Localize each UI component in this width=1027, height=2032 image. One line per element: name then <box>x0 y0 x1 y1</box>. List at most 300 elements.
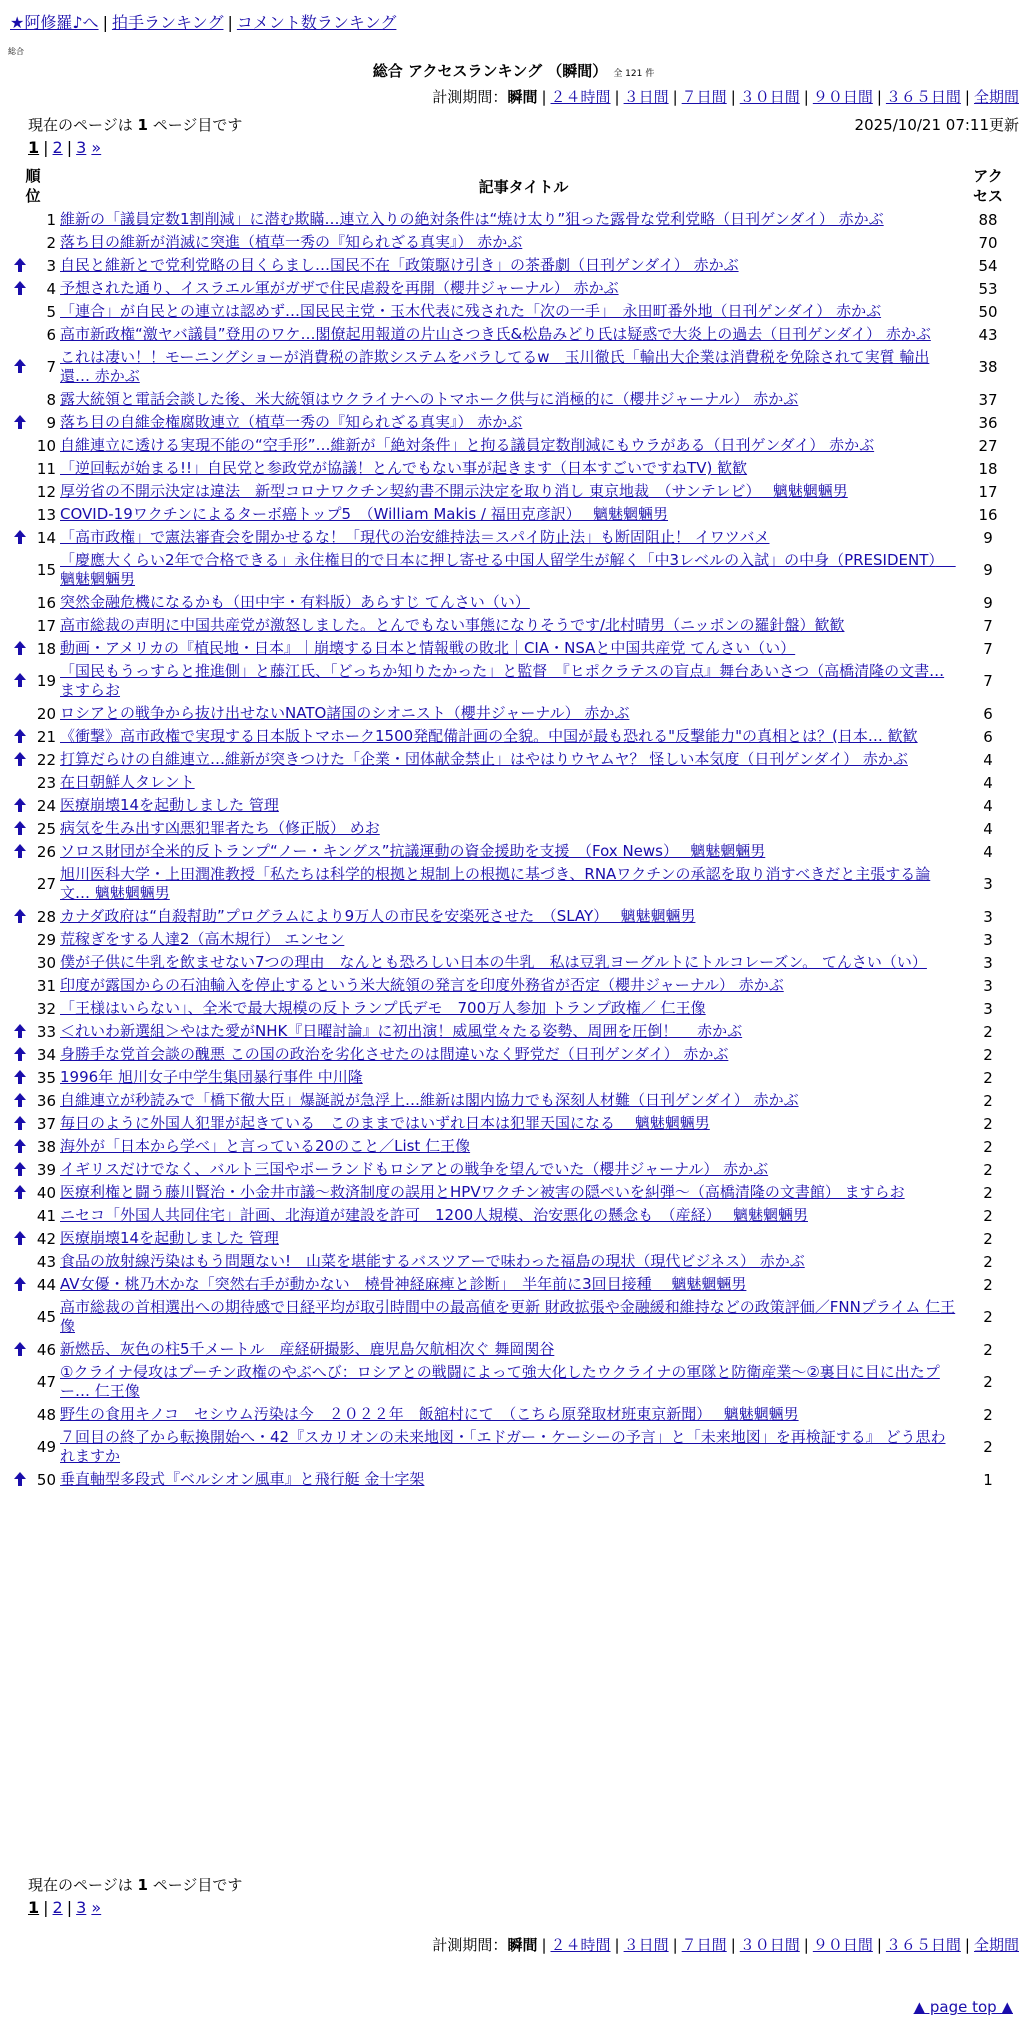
period-link-2[interactable]: ７日間 <box>681 88 727 106</box>
rank-number: 45 <box>36 1308 56 1326</box>
article-link[interactable]: 身勝手な党首会談の醜悪 この国の政治を劣化させたのは間違いなく野党だ（日刊ゲンダイ） 赤かぶ <box>60 1045 729 1063</box>
rank-number: 28 <box>36 907 56 926</box>
rank-number: 30 <box>36 953 56 972</box>
article-link[interactable]: 「慶應大くらい2年で合格できる」永住権目的で日本に押し寄せる中国人留学生が解く「中3レベルの入試」の中身（PRESIDENT） 魑魅魍魎男 <box>60 551 956 588</box>
trend-cell <box>8 1112 32 1135</box>
article-link[interactable]: 動画・アメリカの『植民地・日本』｜崩壊する日本と情報戦の敗北｜CIA・NSAと中国共産党 てんさい（い） <box>60 639 796 657</box>
period-link-4[interactable]: ９０日間 <box>812 88 873 106</box>
page-link-3[interactable]: 3 <box>76 138 87 157</box>
trend-cell <box>8 480 32 503</box>
up-arrow-icon <box>14 1116 26 1123</box>
period-link-1[interactable]: ３日間 <box>623 88 669 106</box>
table-row <box>8 1020 1015 1043</box>
article-link[interactable]: AV女優・桃乃木かな「突然右手が動かない 橈骨神経麻痺と診断」 半年前に3回目接種 魑魅魍魎男 <box>60 1275 747 1293</box>
separator: | <box>803 88 809 106</box>
rank-number: 44 <box>36 1275 56 1294</box>
article-link[interactable]: ロシアとの戦争から抜け出せないNATO諸国のシオニスト（櫻井ジャーナル） 赤かぶ <box>60 704 630 722</box>
article-link[interactable]: 打算だらけの自維連立…維新が突きつけた「企業・団体献金禁止」はやはりウヤムヤ？ 怪しい本気度（日刊ゲンダイ） 赤かぶ <box>60 750 908 768</box>
title-cell <box>58 997 961 1020</box>
article-link[interactable]: 高市総裁の声明に中国共産党が激怒しました。とんでもない事態になりそうです/北村晴男（ニッポンの羅針盤）歓歓 <box>60 616 845 634</box>
separator: | <box>964 88 970 106</box>
trend-cell <box>8 300 32 323</box>
table-row <box>8 480 1015 503</box>
article-link[interactable]: これは凄い！！モーニングショーが消費税の詐欺システムをバラしてるw 玉川徹氏「輸出大企業は消費税を免除されて実質 輸出還… 赤かぶ <box>60 348 930 385</box>
trend-cell <box>8 549 32 591</box>
trend-cell <box>8 411 32 434</box>
table-row <box>8 997 1015 1020</box>
up-arrow-icon <box>14 1231 26 1238</box>
trend-cell <box>8 1426 32 1468</box>
ranking-table <box>8 164 1015 1491</box>
access-count: 7 <box>983 616 993 635</box>
article-link[interactable]: 食品の放射線汚染はもう問題ない! 山菜を堪能するバスツアーで味わった福島の現状（現代ビジネス） 赤かぶ <box>60 1252 805 1270</box>
title-cell <box>58 1468 961 1491</box>
access-count: 53 <box>978 279 998 298</box>
access-count: 2 <box>983 1206 993 1225</box>
current-page-text: 現在のページは 1 ページ目です <box>28 116 243 134</box>
article-link[interactable]: ソロス財団が全米的反トランプ“ノー・キングス”抗議運動の資金援助を支援 （Fox News） 魑魅魍魎男 <box>60 842 766 860</box>
article-link[interactable]: 「高市政権」で憲法審査会を開かせるな！「現代の治安維持法＝スパイ防止法」も断固阻止！ イワツバメ <box>60 528 770 546</box>
up-arrow-icon <box>14 844 26 851</box>
title-cell <box>58 1338 961 1361</box>
trend-cell <box>8 1204 32 1227</box>
access-count: 2 <box>983 1183 993 1202</box>
access-count: 1 <box>983 1470 993 1489</box>
rank-number: 38 <box>36 1137 56 1156</box>
rank-number: 8 <box>46 390 56 409</box>
table-row <box>8 503 1015 526</box>
separator: | <box>672 1936 678 1954</box>
access-count: 3 <box>983 907 993 926</box>
access-count: 3 <box>983 953 993 972</box>
title-cell <box>58 346 961 388</box>
article-link[interactable]: 落ち目の維新が消滅に突進（植草一秀の『知られざる真実』） 赤かぶ <box>60 233 523 251</box>
table-row <box>8 1089 1015 1112</box>
access-count: 2 <box>983 1091 993 1110</box>
title-cell <box>58 1227 961 1250</box>
table-row <box>8 1426 1015 1468</box>
table-row <box>8 208 1015 231</box>
rank-number: 14 <box>36 528 56 547</box>
trend-cell <box>8 702 32 725</box>
article-link[interactable]: COVID-19ワクチンによるターボ癌トップ5 （William Makis / 福田克彦訳） 魑魅魍魎男 <box>60 505 669 523</box>
access-count: 2 <box>983 1068 993 1087</box>
period-link-3[interactable]: ３０日間 <box>739 1936 800 1954</box>
rank-number: 33 <box>36 1022 56 1041</box>
rank-number: 47 <box>36 1373 56 1391</box>
header-rank: 順 位 <box>25 167 41 205</box>
rank-number: 24 <box>36 796 56 815</box>
access-count: 6 <box>983 727 993 746</box>
page-next-link[interactable]: » <box>91 1898 102 1917</box>
table-row <box>8 905 1015 928</box>
title-cell <box>58 457 961 480</box>
trend-cell <box>8 1158 32 1181</box>
up-arrow-icon <box>14 752 26 759</box>
trend-cell <box>8 1089 32 1112</box>
article-link[interactable]: ニセコ「外国人共同住宅」計画、北海道が建設を許可 1200人規模、治安悪化の懸念も （産経） 魑魅魍魎男 <box>60 1206 808 1224</box>
table-row <box>8 1204 1015 1227</box>
table-row <box>8 591 1015 614</box>
pagination-bottom <box>28 1898 101 1917</box>
article-link[interactable]: 垂直軸型多段式『ベルシオン風車』と飛行艇 金十字架 <box>60 1470 425 1488</box>
rank-number: 9 <box>46 413 56 432</box>
rank-number: 17 <box>36 616 56 635</box>
page-top-link[interactable]: ▲ page top ▲ <box>913 1998 1013 2016</box>
rank-number: 36 <box>36 1091 56 1110</box>
trend-cell <box>8 526 32 549</box>
clap-ranking-link[interactable]: 拍手ランキング <box>111 13 224 32</box>
rank-number: 7 <box>46 358 56 376</box>
title-cell <box>58 928 961 951</box>
separator: | <box>876 88 882 106</box>
rank-number: 48 <box>36 1405 56 1424</box>
access-count: 54 <box>978 256 998 275</box>
article-link[interactable]: 落ち目の自維金権腐敗連立（植草一秀の『知られざる真実』） 赤かぶ <box>60 413 523 431</box>
table-row <box>8 928 1015 951</box>
access-count: 2 <box>983 1045 993 1064</box>
total-count: 全 121 件 <box>613 69 655 79</box>
title-cell <box>58 1043 961 1066</box>
up-arrow-icon <box>14 281 26 288</box>
article-link[interactable]: イギリスだけでなく、バルト三国やポーランドもロシアとの戦争を望んでいた（櫻井ジャーナル） 赤かぶ <box>60 1160 769 1178</box>
up-arrow-icon <box>14 258 26 265</box>
page-link-2[interactable]: 2 <box>52 1898 63 1917</box>
access-count: 70 <box>978 233 998 252</box>
rank-number: 46 <box>36 1340 56 1359</box>
table-row <box>8 254 1015 277</box>
table-header-row <box>8 164 1015 208</box>
title-cell <box>58 1403 961 1426</box>
title-cell <box>58 1158 961 1181</box>
table-row <box>8 1273 1015 1296</box>
table-row <box>8 1158 1015 1181</box>
trend-cell <box>8 725 32 748</box>
trend-cell <box>8 1020 32 1043</box>
table-row <box>8 1227 1015 1250</box>
trend-cell <box>8 277 32 300</box>
table-row <box>8 388 1015 411</box>
separator: | <box>730 1936 736 1954</box>
period-selector <box>432 86 1019 107</box>
access-count: 17 <box>978 482 998 501</box>
table-row <box>8 346 1015 388</box>
trend-cell <box>8 1403 32 1426</box>
table-row <box>8 457 1015 480</box>
pagination <box>28 138 101 157</box>
period-current: 瞬間 <box>507 88 538 106</box>
separator: | <box>66 138 73 157</box>
rank-number: 25 <box>36 819 56 838</box>
table-row <box>8 549 1015 591</box>
trend-cell <box>8 1273 32 1296</box>
up-arrow-icon <box>14 1047 26 1054</box>
page-title-text: 総合 アクセスランキング （瞬間） <box>372 62 608 80</box>
rank-number: 32 <box>36 999 56 1018</box>
article-link[interactable]: 医療利権と闘う藤川賢治・小金井市議～救済制度の誤用とHPVワクチン被害の隠ぺいを糾弾～（高橋清隆の文書館） ますらお <box>60 1183 905 1201</box>
trend-cell <box>8 1066 32 1089</box>
rank-number: 20 <box>36 704 56 723</box>
title-cell <box>58 1296 961 1338</box>
title-cell <box>58 725 961 748</box>
article-link[interactable]: 「逆回転が始まる!!」自民党と参政党が協議！とんでもない事が起きます（日本すごいですねTV) 歓歓 <box>60 459 748 477</box>
access-count: 9 <box>983 561 993 579</box>
table-row <box>8 526 1015 549</box>
trend-cell <box>8 591 32 614</box>
title-cell <box>58 840 961 863</box>
trend-cell <box>8 951 32 974</box>
trend-cell <box>8 817 32 840</box>
article-link[interactable]: カナダ政府は“自殺幇助”プログラムにより9万人の市民を安楽死させた （SLAY） 魑魅魍魎男 <box>60 907 696 925</box>
period-link-1[interactable]: ３日間 <box>623 1936 669 1954</box>
period-link-6[interactable]: 全期間 <box>973 1936 1019 1954</box>
current-page-text-bottom: 現在のページは 1 ページ目です <box>28 1876 243 1894</box>
access-count: 4 <box>983 819 993 838</box>
period-link-3[interactable]: ３０日間 <box>739 88 800 106</box>
access-count: 2 <box>983 1114 993 1133</box>
table-row <box>8 840 1015 863</box>
rank-number: 29 <box>36 930 56 949</box>
article-link[interactable]: 野生の食用キノコ セシウム汚染は今 ２０２２年 飯舘村にて （こちら原発取材班東京新聞） 魑魅魍魎男 <box>60 1405 799 1423</box>
access-count: 7 <box>983 672 993 690</box>
page-current: 1 <box>28 138 40 157</box>
access-count: 9 <box>983 593 993 612</box>
separator: | <box>102 13 108 32</box>
rank-number: 15 <box>36 561 56 579</box>
comment-ranking-link[interactable]: コメント数ランキング <box>236 13 397 32</box>
title-cell <box>58 614 961 637</box>
rank-number: 41 <box>36 1206 56 1225</box>
access-count: 16 <box>978 505 998 524</box>
separator: | <box>541 1936 547 1954</box>
access-count: 2 <box>983 1438 993 1456</box>
article-link[interactable]: ①クライナ侵攻はプーチン政権のやぶへび：ロシアとの戦闘によって強大化したウクライナの軍隊と防衛産業～②裏目に目に出たプー… 仁王像 <box>60 1363 940 1400</box>
up-arrow-icon <box>14 530 26 537</box>
up-arrow-icon <box>14 1277 26 1284</box>
title-cell <box>58 974 961 997</box>
trend-cell <box>8 863 32 905</box>
trend-cell <box>8 1296 32 1338</box>
rank-number: 27 <box>36 875 56 893</box>
article-link[interactable]: 海外が「日本から学べ」と言っている20のこと／List 仁王像 <box>60 1137 471 1155</box>
article-link[interactable]: 《衝撃》高市政権で実現する日本版トマホーク1500発配備計画の全貌。中国が最も恐れる"反撃能力"の真相とは？(日本… 歓歓 <box>60 727 918 745</box>
page-link-2[interactable]: 2 <box>52 138 63 157</box>
trend-cell <box>8 840 32 863</box>
title-cell <box>58 411 961 434</box>
trend-cell <box>8 974 32 997</box>
page-title <box>0 60 1027 81</box>
article-link[interactable]: ＜れいわ新選組＞やはた愛がNHK『日曜討論』に初出演！威風堂々たる姿勢、周囲を圧倒！ 赤かぶ <box>60 1022 743 1040</box>
article-link[interactable]: 「王様はいらない」、全米で最大規模の反トランプ氏デモ 700万人参加 トランプ政権／ 仁王像 <box>60 999 706 1017</box>
rank-number: 37 <box>36 1114 56 1133</box>
trend-cell <box>8 323 32 346</box>
article-link[interactable]: 「連合」が自民との連立は認めず…国民民主党・玉木代表に残された「次の一手」 永田町番外地（日刊ゲンダイ） 赤かぶ <box>60 302 882 320</box>
article-link[interactable]: 自維連立に透ける実現不能の“空手形”…維新が「絶対条件」と拘る議員定数削減にもウラがある（日刊ゲンダイ） 赤かぶ <box>60 436 875 454</box>
article-link[interactable]: 病気を生み出す凶悪犯罪者たち（修正版） めお <box>60 819 380 837</box>
table-row <box>8 1361 1015 1403</box>
page-next-link[interactable]: » <box>91 138 102 157</box>
rank-number: 42 <box>36 1229 56 1248</box>
table-row <box>8 725 1015 748</box>
period-link-0[interactable]: ２４時間 <box>550 1936 611 1954</box>
article-link[interactable]: 厚労省の不開示決定は違法 新型コロナワクチン契約書不開示決定を取り消し 東京地裁 （サンテレビ） 魑魅魍魎男 <box>60 482 848 500</box>
updated-time: 2025/10/21 07:11更新 <box>854 116 1019 134</box>
article-link[interactable]: 在日朝鮮人タレント <box>60 773 195 791</box>
rank-number: 18 <box>36 639 56 658</box>
rank-number: 19 <box>36 672 56 690</box>
rank-number: 31 <box>36 976 56 995</box>
trend-cell <box>8 794 32 817</box>
access-count: 43 <box>978 325 998 344</box>
title-cell <box>58 434 961 457</box>
access-count: 2 <box>983 1160 993 1179</box>
separator: | <box>43 138 49 157</box>
access-count: 3 <box>983 930 993 949</box>
access-count: 2 <box>983 1229 993 1248</box>
table-row <box>8 702 1015 725</box>
rank-number: 4 <box>46 279 56 298</box>
period-link-5[interactable]: ３６５日間 <box>885 1936 961 1954</box>
rank-number: 50 <box>36 1470 56 1489</box>
article-link[interactable]: 荒稼ぎをする人達2（高木規行） エンセン <box>60 930 345 948</box>
separator: | <box>614 1936 620 1954</box>
access-count: 4 <box>983 750 993 769</box>
period-link-6[interactable]: 全期間 <box>973 88 1019 106</box>
access-count: 37 <box>978 390 998 409</box>
article-link[interactable]: 高市新政権“激ヤバ議員”登用のワケ…閣僚起用報道の片山さつき氏&松島みどり氏は疑惑で大炎上の過去（日刊ゲンダイ） 赤かぶ <box>60 325 931 343</box>
table-row <box>8 794 1015 817</box>
access-count: 2 <box>983 1275 993 1294</box>
rank-number: 10 <box>36 436 56 455</box>
table-row <box>8 1296 1015 1338</box>
article-link[interactable]: 新燃岳、灰色の柱5千メートル 産経研撮影、鹿児島欠航相次ぐ 舞岡関谷 <box>60 1340 555 1358</box>
rank-number: 40 <box>36 1183 56 1202</box>
title-cell <box>58 388 961 411</box>
article-link[interactable]: 毎日のように外国人犯罪が起きている このままではいずれ日本は犯罪天国になる 魑魅魍魎男 <box>60 1114 710 1132</box>
article-link[interactable]: 突然金融危機になるかも（田中宇・有料版）あらすじ てんさい（い） <box>60 593 530 611</box>
header-title: 記事タイトル <box>478 177 569 196</box>
period-current: 瞬間 <box>507 1936 538 1954</box>
period-link-0[interactable]: ２４時間 <box>550 88 611 106</box>
table-row <box>8 951 1015 974</box>
trend-cell <box>8 1181 32 1204</box>
trend-cell <box>8 1135 32 1158</box>
table-row <box>8 300 1015 323</box>
table-row <box>8 231 1015 254</box>
title-cell <box>58 637 961 660</box>
period-link-2[interactable]: ７日間 <box>681 1936 727 1954</box>
title-cell <box>58 1250 961 1273</box>
title-cell <box>58 1089 961 1112</box>
article-link[interactable]: 医療崩壊14を起動しました 管理 <box>60 1229 279 1247</box>
access-count: 50 <box>978 302 998 321</box>
title-cell <box>58 794 961 817</box>
trend-cell <box>8 457 32 480</box>
article-link[interactable]: ７回目の終了から転換開始へ・42『スカリオンの未来地図・「エドガー・ケーシーの予言」と「未来地図」を再検証する』 どう思われますか <box>60 1428 946 1465</box>
rank-number: 23 <box>36 773 56 792</box>
period-label: 計測期間： <box>432 88 508 106</box>
access-count: 4 <box>983 796 993 815</box>
title-cell <box>58 591 961 614</box>
table-row <box>8 1338 1015 1361</box>
trend-cell <box>8 660 32 702</box>
up-arrow-icon <box>14 729 26 736</box>
title-cell <box>58 1273 961 1296</box>
table-row <box>8 660 1015 702</box>
article-link[interactable]: 自民と維新とで党利党略の目くらまし…国民不在「政策駆け引き」の茶番劇（日刊ゲンダイ） 赤かぶ <box>60 256 739 274</box>
article-link[interactable]: 露大統領と電話会談した後、米大統領はウクライナへのトマホーク供与に消極的に（櫻井ジャーナル） 赤かぶ <box>60 390 799 408</box>
article-link[interactable]: 1996年 旭川女子中学生集団暴行事件 中川隆 <box>60 1068 363 1086</box>
table-row <box>8 817 1015 840</box>
rank-number: 43 <box>36 1252 56 1271</box>
separator: | <box>876 1936 882 1954</box>
title-cell <box>58 323 961 346</box>
trend-cell <box>8 771 32 794</box>
period-link-5[interactable]: ３６５日間 <box>885 88 961 106</box>
article-link[interactable]: 旭川医科大学・上田潤准教授「私たちは科学的根拠と規制上の根拠に基づき、RNAワクチンの承認を取り消すべきだと主張する論文… 魑魅魍魎男 <box>60 865 931 902</box>
table-row <box>8 323 1015 346</box>
separator: | <box>803 1936 809 1954</box>
article-link[interactable]: 「国民もうっすらと推進側」と藤江氏、「どっちか知りたかった」と監督 『ヒポクラテスの盲点』舞台あいさつ（高橋清隆の文書… ますらお <box>60 662 945 699</box>
page-link-3[interactable]: 3 <box>76 1898 87 1917</box>
table-row <box>8 1066 1015 1089</box>
rank-number: 49 <box>36 1438 56 1456</box>
article-link[interactable]: 維新の「議員定数1割削減」に潜む欺瞞…連立入りの絶対条件は“焼け太り”狙った露骨な党利党略（日刊ゲンダイ） 赤かぶ <box>60 210 884 228</box>
article-link[interactable]: 予想された通り、イスラエル軍がガザで住民虐殺を再開（櫻井ジャーナル） 赤かぶ <box>60 279 619 297</box>
title-cell <box>58 702 961 725</box>
table-row <box>8 863 1015 905</box>
rank-number: 2 <box>46 233 56 252</box>
up-arrow-icon <box>14 798 26 805</box>
up-arrow-icon <box>14 673 26 680</box>
trend-cell <box>8 1043 32 1066</box>
title-cell <box>58 660 961 702</box>
rank-number: 13 <box>36 505 56 524</box>
access-count: 36 <box>978 413 998 432</box>
title-cell <box>58 817 961 840</box>
access-count: 4 <box>983 773 993 792</box>
article-link[interactable]: 印度が露国からの石油輸入を停止するという米大統領の発言を印度外務省が否定（櫻井ジャーナル） 赤かぶ <box>60 976 784 994</box>
access-count: 27 <box>978 436 998 455</box>
access-count: 3 <box>983 976 993 995</box>
period-link-4[interactable]: ９０日間 <box>812 1936 873 1954</box>
trend-cell <box>8 388 32 411</box>
table-row <box>8 614 1015 637</box>
access-count: 2 <box>983 1252 993 1271</box>
period-label: 計測期間： <box>432 1936 508 1954</box>
up-arrow-icon <box>14 1472 26 1479</box>
separator: | <box>541 88 547 106</box>
trend-cell <box>8 208 32 231</box>
trend-cell <box>8 434 32 457</box>
article-link[interactable]: 高市総裁の首相選出への期待感で日経平均が取引時間中の最高値を更新 財政拡張や金融緩和維持などの政策評価／FNNプライム 仁王像 <box>60 1298 956 1335</box>
access-count: 2 <box>983 1137 993 1156</box>
table-row <box>8 1250 1015 1273</box>
title-cell <box>58 951 961 974</box>
title-cell <box>58 231 961 254</box>
title-cell <box>58 1426 961 1468</box>
trend-cell <box>8 905 32 928</box>
article-link[interactable]: 自維連立が秒読みで「橋下徹大臣」爆誕説が急浮上…維新は閣内協力でも深刻人材難（日刊ゲンダイ） 赤かぶ <box>60 1091 799 1109</box>
home-link[interactable]: ★阿修羅♪へ <box>10 13 99 32</box>
trend-cell <box>8 254 32 277</box>
article-link[interactable]: 僕が子供に牛乳を飲ませない7つの理由 なんとも恐ろしい日本の牛乳 私は豆乳ヨーグルトにトルコレーズン。 てんさい（い） <box>60 953 927 971</box>
up-arrow-icon <box>14 1093 26 1100</box>
article-link[interactable]: 医療崩壊14を起動しました 管理 <box>60 796 279 814</box>
title-cell <box>58 748 961 771</box>
trend-cell <box>8 1361 32 1403</box>
separator: | <box>66 1898 73 1917</box>
